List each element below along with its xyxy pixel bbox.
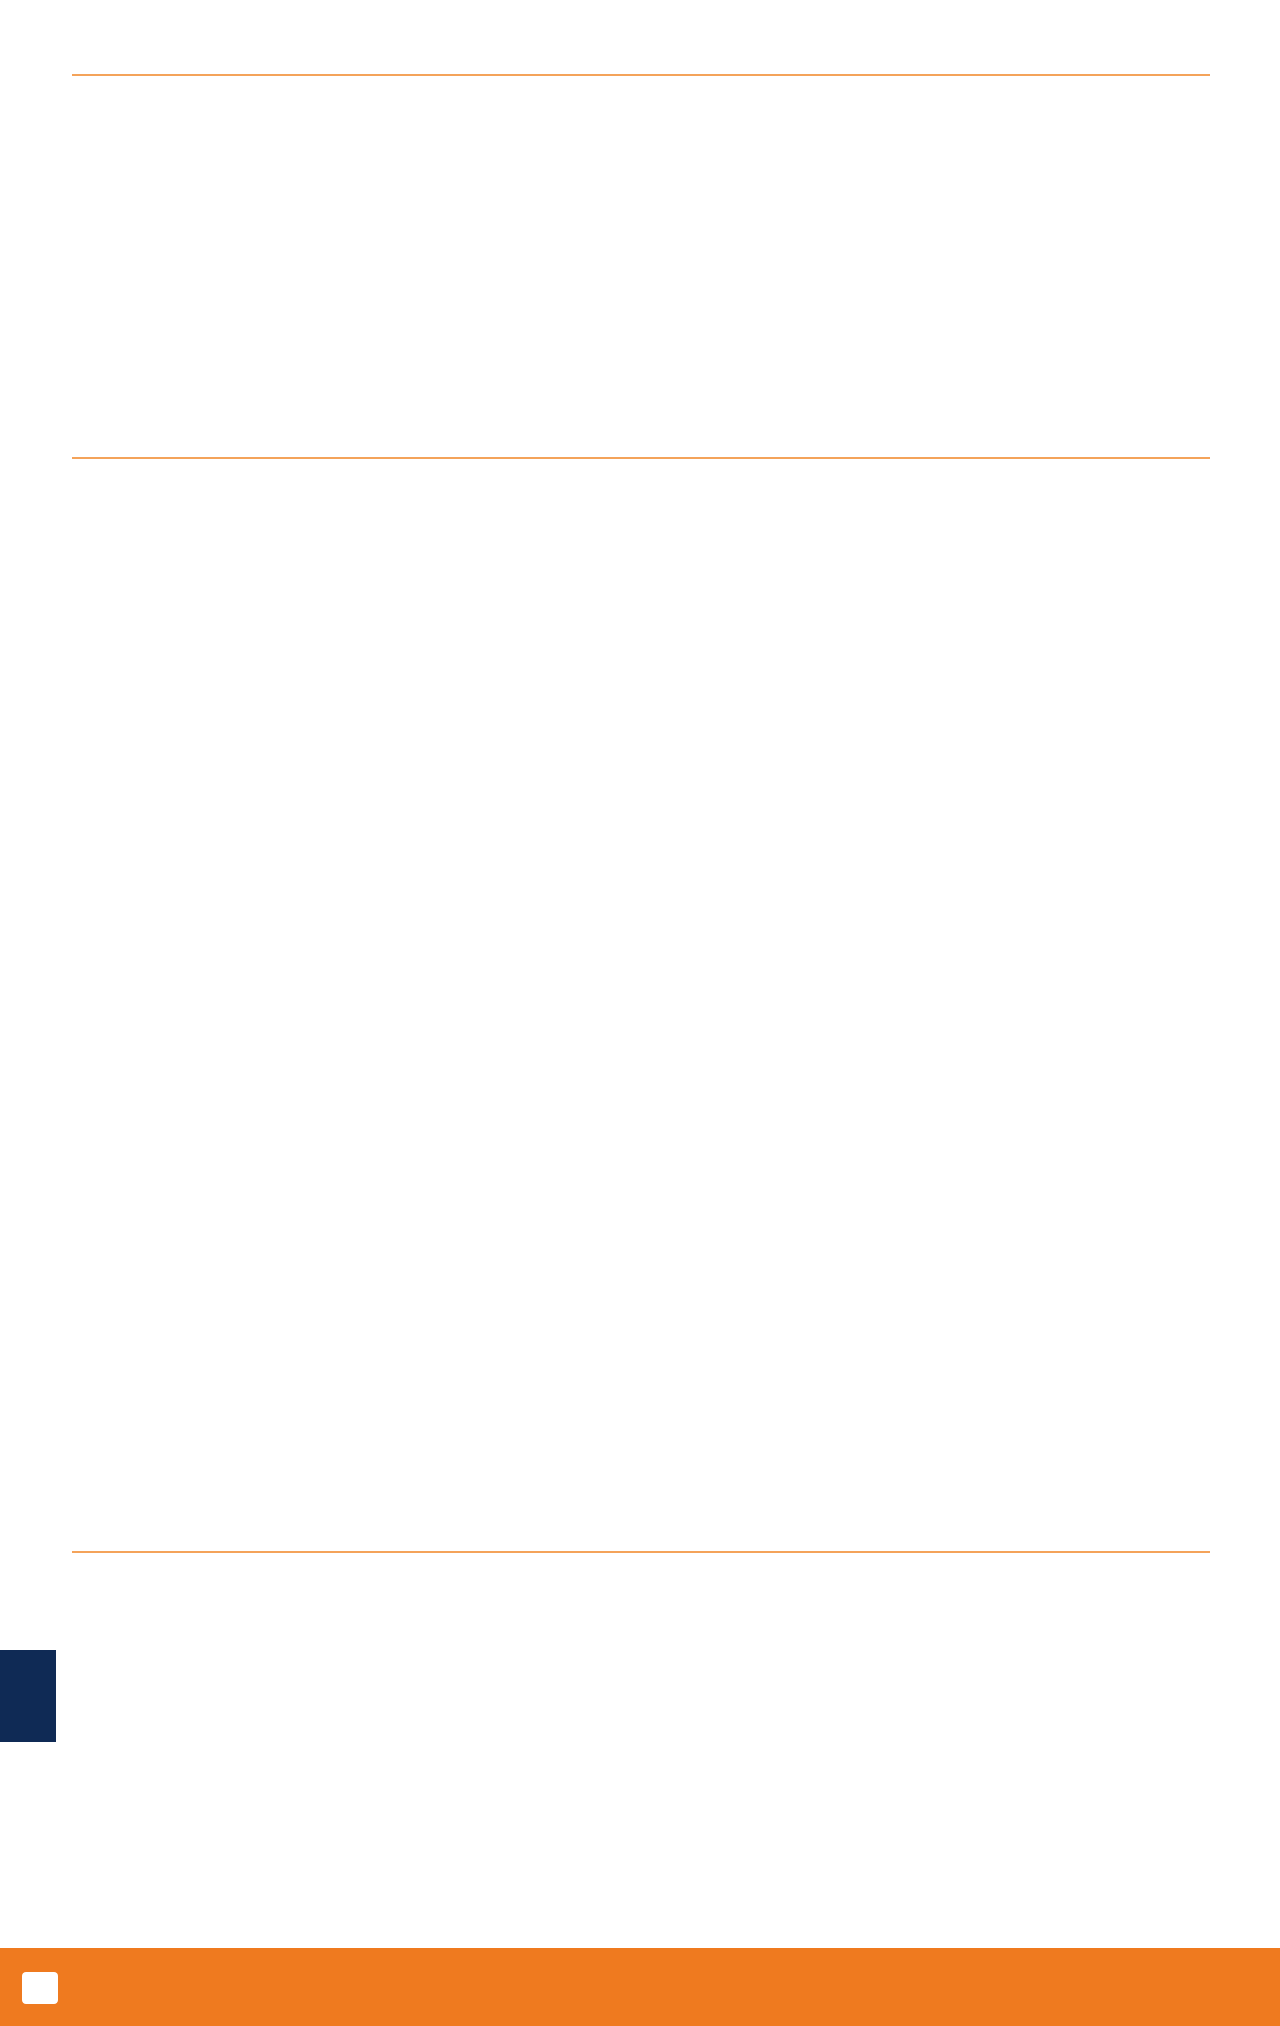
divider xyxy=(72,457,1210,459)
store-logo xyxy=(22,1972,58,2004)
footer-bar xyxy=(0,1948,1280,2026)
divider xyxy=(72,74,1210,76)
divider xyxy=(72,1551,1210,1553)
side-category-label xyxy=(36,1770,58,1890)
sidebar-tab xyxy=(0,1650,56,1742)
